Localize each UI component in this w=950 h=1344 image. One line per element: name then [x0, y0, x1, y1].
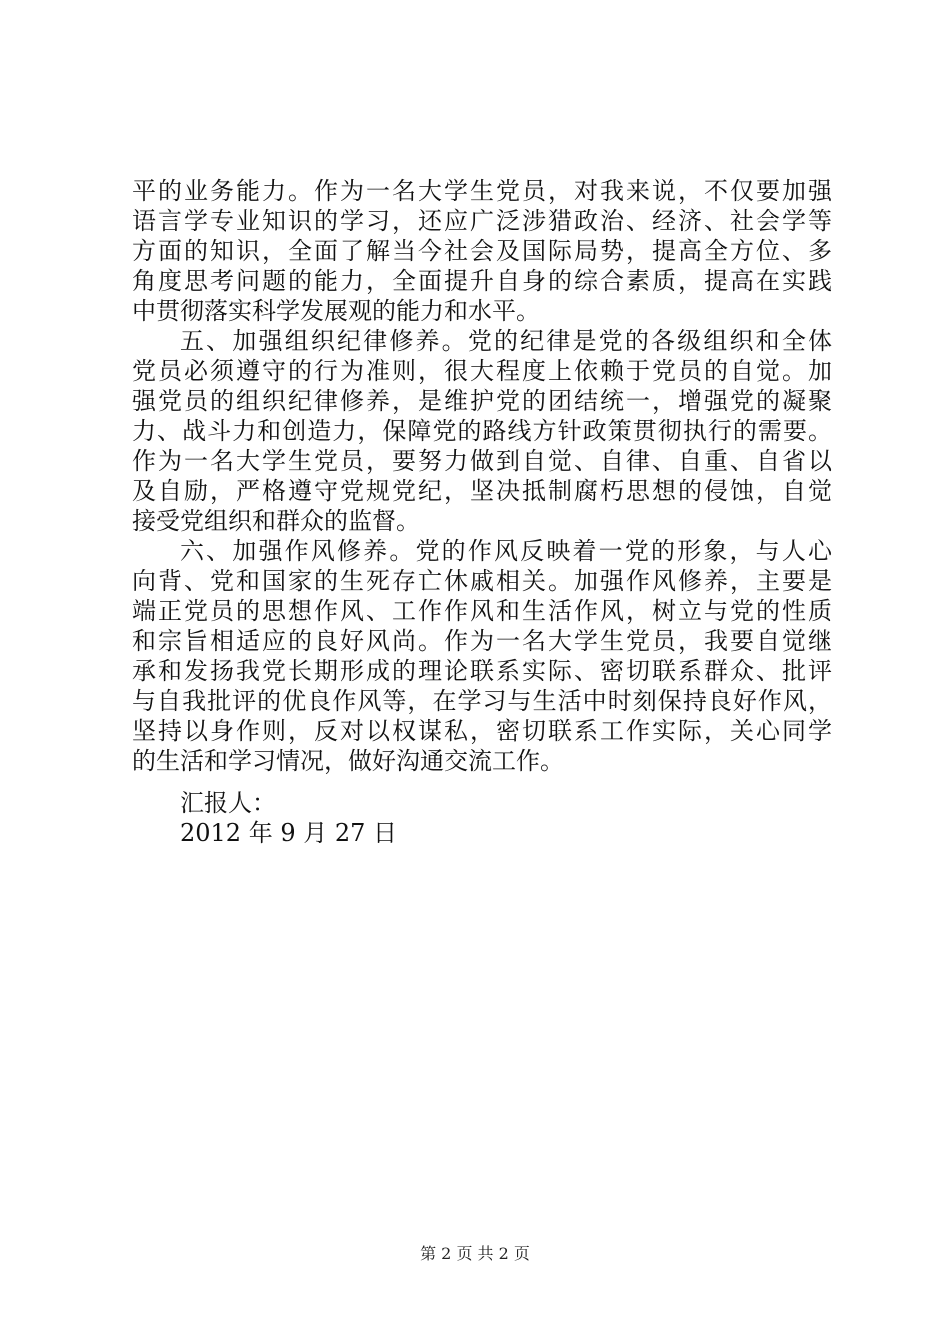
page-number-footer: 第 2 页 共 2 页 [420, 1244, 530, 1263]
section-five-heading-line: 五、加强组织纪律修养。党的纪律是党的各级组织和全体 [180, 327, 832, 355]
body-line: 角度思考问题的能力，全面提升自身的综合素质，提高在实践 [132, 267, 832, 295]
body-line: 坚持以身作则，反对以权谋私，密切联系工作实际，关心同学 [132, 717, 832, 745]
body-line: 中贯彻落实科学发展观的能力和水平。 [132, 297, 540, 325]
body-line: 语言学专业知识的学习，还应广泛涉猎政治、经济、社会学等 [132, 207, 832, 235]
body-line: 作为一名大学生党员，要努力做到自觉、自律、自重、自省以 [132, 447, 832, 475]
body-line: 和宗旨相适应的良好风尚。作为一名大学生党员，我要自觉继 [132, 627, 832, 655]
body-line: 的生活和学习情况，做好沟通交流工作。 [132, 747, 564, 775]
body-line: 党员必须遵守的行为准则，很大程度上依赖于党员的自觉。加 [132, 357, 832, 385]
body-line: 承和发扬我党长期形成的理论联系实际、密切联系群众、批评 [132, 657, 832, 685]
document-body [132, 176, 832, 776]
body-line: 平的业务能力。作为一名大学生党员，对我来说，不仅要加强 [132, 177, 832, 205]
body-line: 端正党员的思想作风、工作作风和生活作风，树立与党的性质 [132, 597, 832, 625]
body-line: 与自我批评的优良作风等，在学习与生活中时刻保持良好作风， [132, 687, 832, 715]
report-date: 2012 年 9 月 27 日 [180, 819, 398, 847]
section-six-heading-line: 六、加强作风修养。党的作风反映着一党的形象，与人心 [180, 537, 832, 565]
body-line: 向背、党和国家的生死存亡休戚相关。加强作风修养，主要是 [132, 567, 832, 595]
body-line: 接受党组织和群众的监督。 [132, 507, 420, 535]
body-line: 及自励，严格遵守党规党纪，坚决抵制腐朽思想的侵蚀，自觉 [132, 477, 832, 505]
body-line: 方面的知识，全面了解当今社会及国际局势，提高全方位、多 [132, 237, 832, 265]
signer-label: 汇报人： [180, 789, 276, 817]
body-line: 强党员的组织纪律修养，是维护党的团结统一，增强党的凝聚 [132, 387, 832, 415]
body-line: 力、战斗力和创造力，保障党的路线方针政策贯彻执行的需要。 [132, 417, 832, 445]
